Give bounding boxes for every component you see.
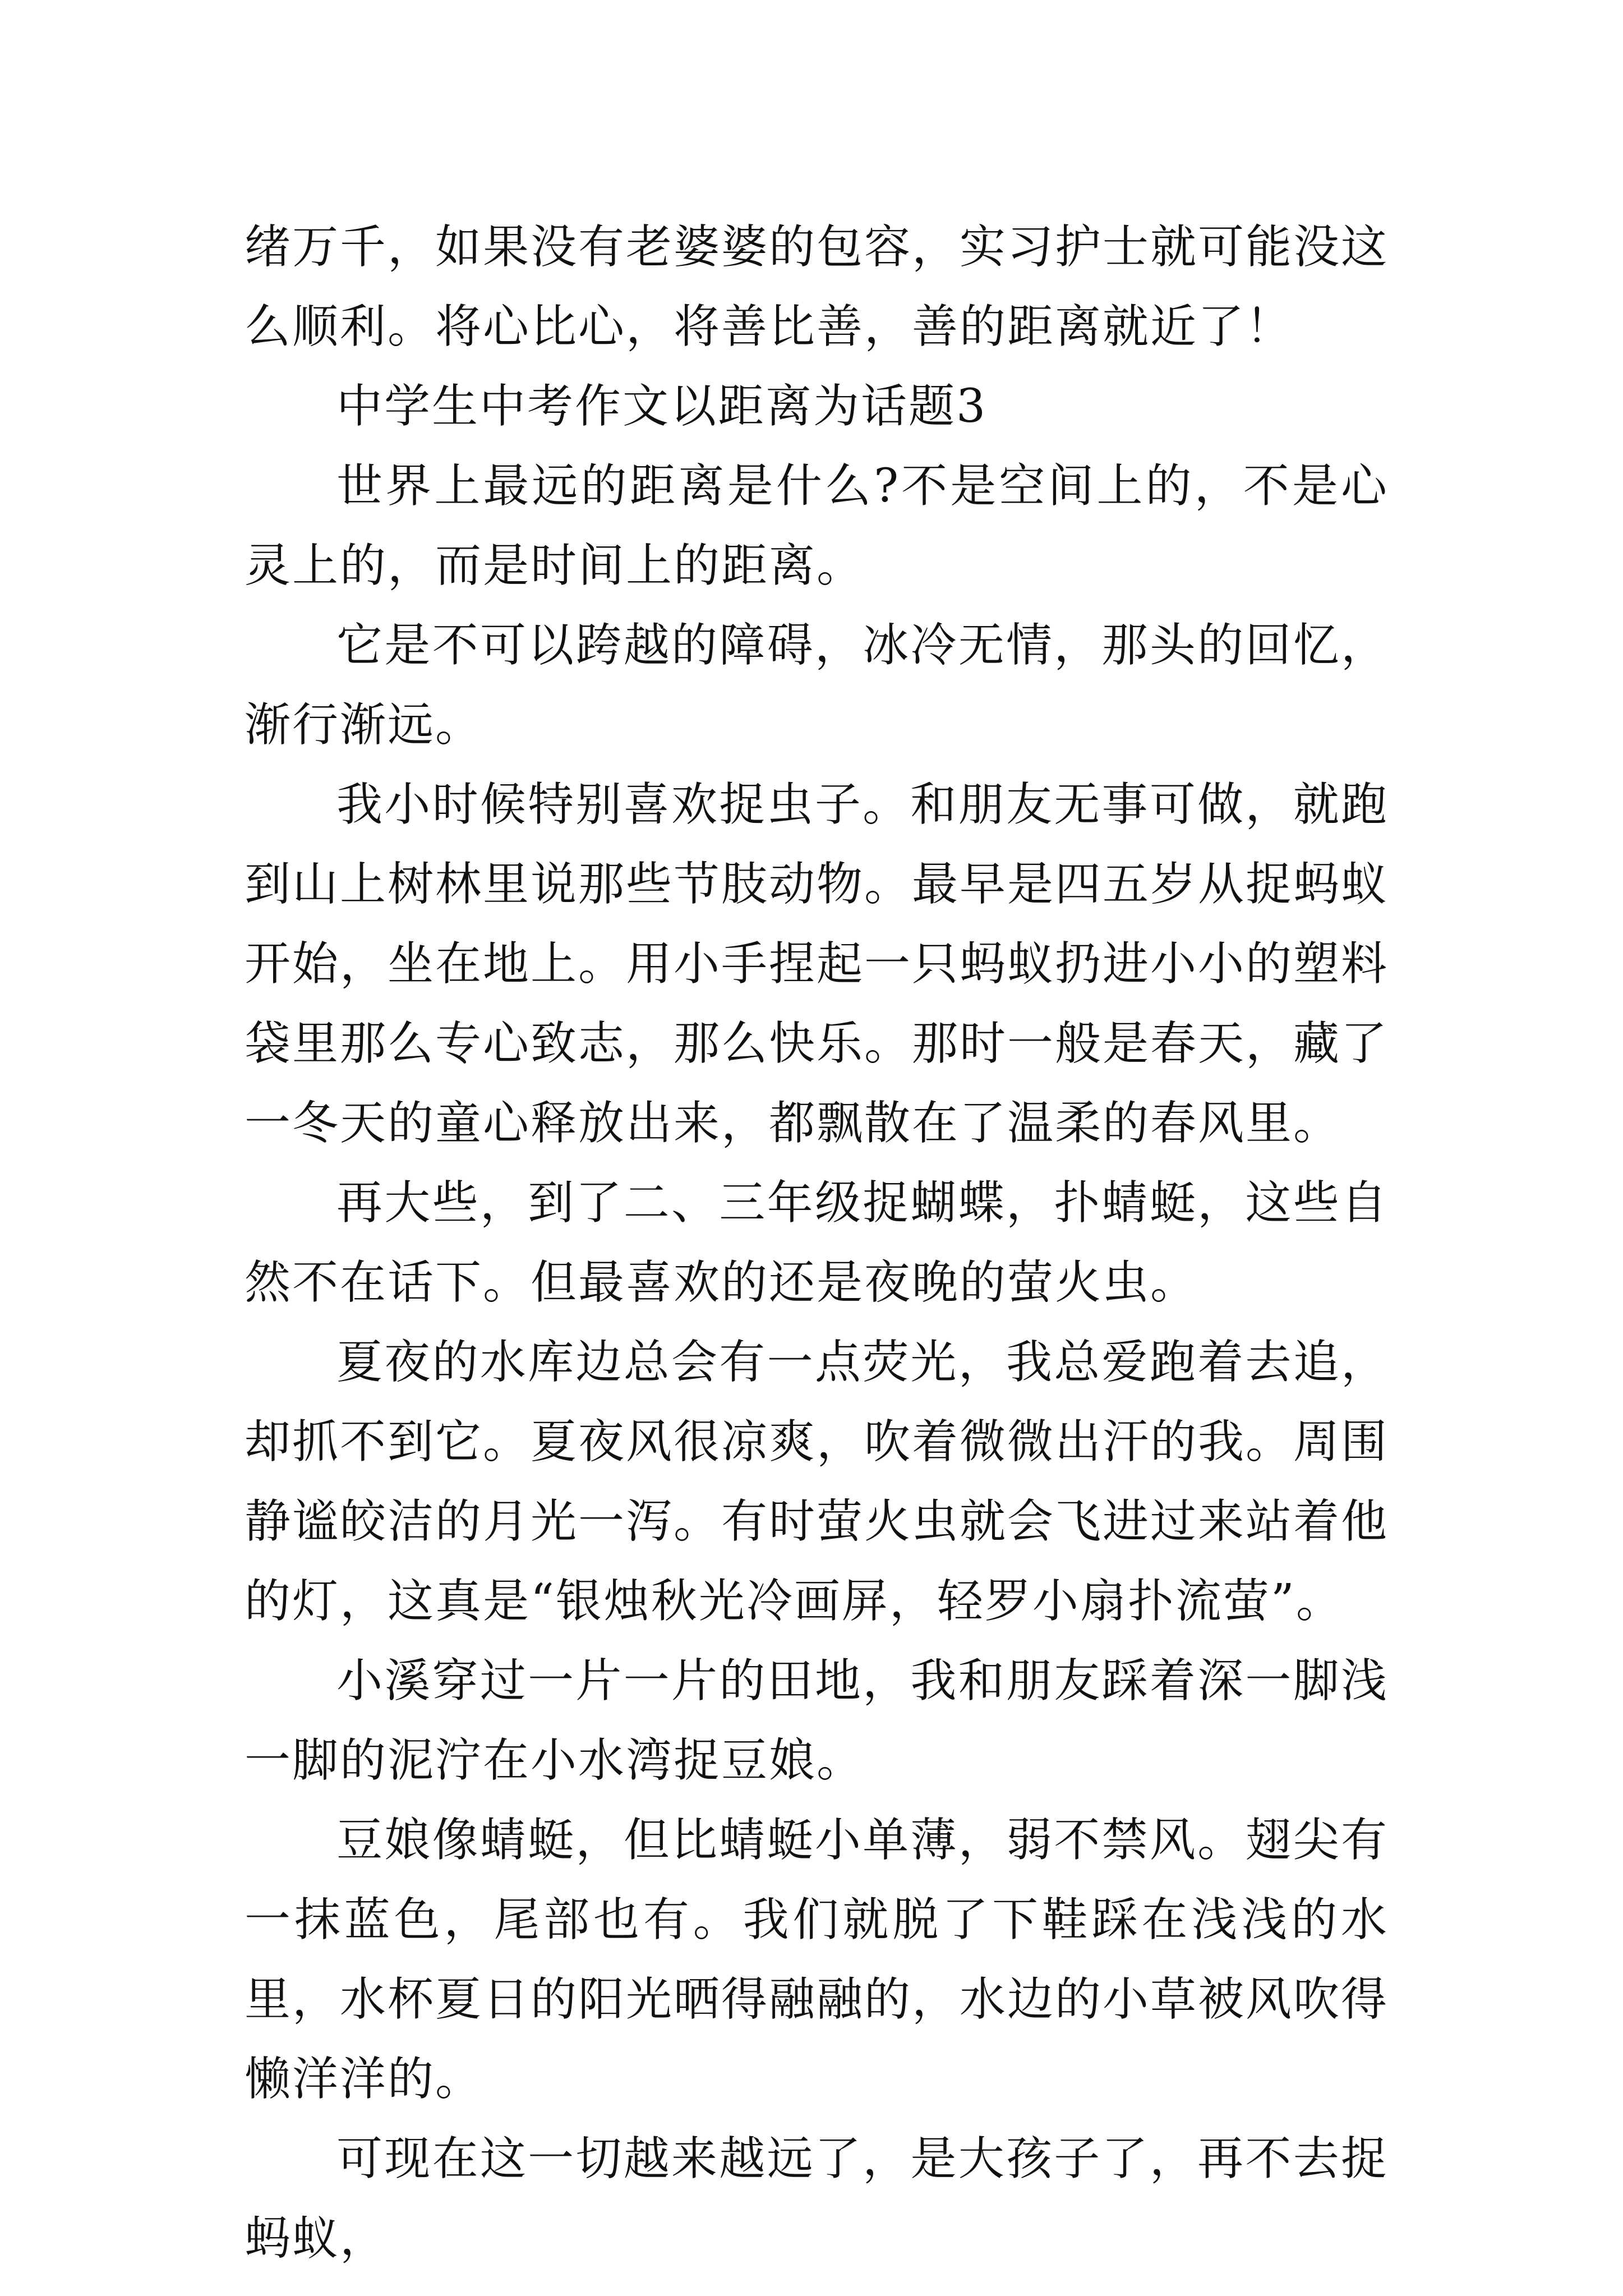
paragraph: 再大些，到了二、三年级捉蝴蝶，扑蜻蜓，这些自然不在话下。但最喜欢的还是夜晚的萤火虫。 [245,1176,1389,1309]
paragraph-continuation: 绪万千，如果没有老婆婆的包容，实习护士就可能没这么顺利。将心比心，将善比善，善的距离就近了！ [245,220,1389,353]
paragraph: 世界上最远的距离是什么?不是空间上的，不是心灵上的，而是时间上的距离。 [245,459,1389,592]
body-text [245,208,1389,2279]
paragraph: 豆娘像蜻蜓，但比蜻蜓小单薄，弱不禁风。翅尖有一抹蓝色，尾部也有。我们就脱了下鞋踩在浅浅的水里，水杯夏日的阳光晒得融融的，水边的小草被风吹得懒洋洋的。 [245,1814,1389,2106]
paragraph-truncated: 可现在这一切越来越远了，是大孩子了，再不去捉蚂蚁， [245,2132,1389,2265]
paragraph: 我小时候特别喜欢捉虫子。和朋友无事可做，就跑到山上树林里说那些节肢动物。最早是四五岁从捉蚂蚁开始，坐在地上。用小手捏起一只蚂蚁扔进小小的塑料袋里那么专心致志，那么快乐。那时一般是春天，藏了一冬天的童心释放出来，都飘散在了温柔的春风里。 [245,778,1389,1150]
section-heading: 中学生中考作文以距离为话题3 [336,380,988,433]
paragraph: 它是不可以跨越的障碍，冰冷无情，那头的回忆，渐行渐远。 [245,619,1389,752]
paragraph: 小溪穿过一片一片的田地，我和朋友踩着深一脚浅一脚的泥泞在小水湾捉豆娘。 [245,1654,1389,1787]
paragraph: 夏夜的水库边总会有一点荧光，我总爱跑着去追，却抓不到它。夏夜风很凉爽，吹着微微出汗的我。周围静谧皎洁的月光一泻。有时萤火虫就会飞进过来站着他的灯，这真是“银烛秋光冷画屏，轻罗小扇扑流萤”。 [245,1336,1389,1628]
